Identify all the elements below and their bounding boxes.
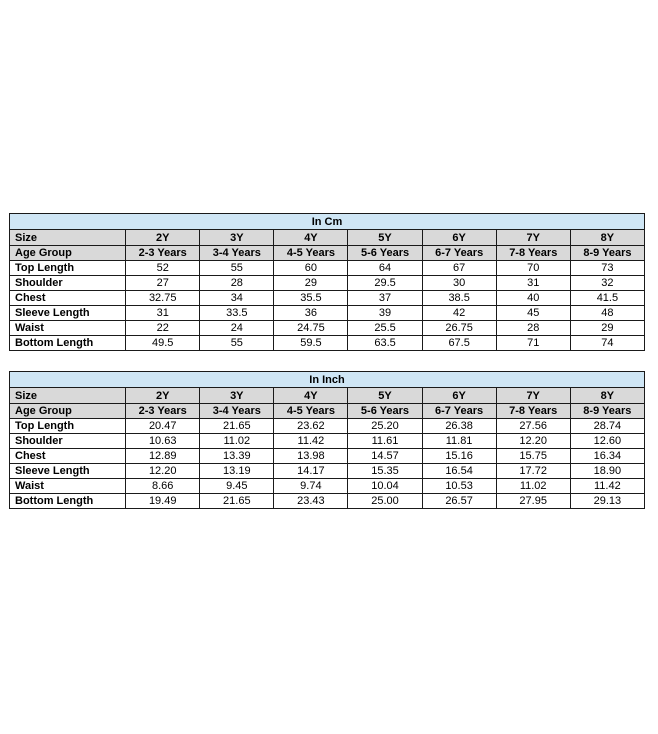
size-header-cell: 4Y — [274, 388, 348, 404]
measurement-value: 23.43 — [274, 494, 348, 509]
size-header-cell: 7Y — [496, 388, 570, 404]
measurement-value: 38.5 — [422, 291, 496, 306]
measurement-value: 15.35 — [348, 464, 422, 479]
table-row — [10, 276, 645, 291]
measurement-value: 22 — [126, 321, 200, 336]
measurement-value: 29.13 — [570, 494, 644, 509]
measurement-value: 29.5 — [348, 276, 422, 291]
size-header-cell: 5Y — [348, 230, 422, 246]
measurement-value: 12.89 — [126, 449, 200, 464]
measurement-value: 60 — [274, 261, 348, 276]
measurement-value: 17.72 — [496, 464, 570, 479]
measurement-label: Sleeve Length — [10, 464, 126, 479]
measurement-value: 25.5 — [348, 321, 422, 336]
measurement-value: 10.53 — [422, 479, 496, 494]
measurement-label: Sleeve Length — [10, 306, 126, 321]
table-title-row — [10, 214, 645, 230]
age-group-row — [10, 246, 645, 261]
measurement-value: 11.81 — [422, 434, 496, 449]
measurement-value: 26.57 — [422, 494, 496, 509]
table-row — [10, 291, 645, 306]
age-group-label: Age Group — [10, 246, 126, 261]
size-header-label: Size — [10, 230, 126, 246]
age-group-cell: 4-5 Years — [274, 404, 348, 419]
measurement-value: 8.66 — [126, 479, 200, 494]
size-header-cell: 5Y — [348, 388, 422, 404]
measurement-value: 16.34 — [570, 449, 644, 464]
table-row — [10, 336, 645, 351]
measurement-value: 29 — [274, 276, 348, 291]
size-header-cell: 4Y — [274, 230, 348, 246]
measurement-value: 35.5 — [274, 291, 348, 306]
size-header-cell: 2Y — [126, 388, 200, 404]
measurement-value: 48 — [570, 306, 644, 321]
measurement-value: 70 — [496, 261, 570, 276]
measurement-value: 29 — [570, 321, 644, 336]
measurement-value: 20.47 — [126, 419, 200, 434]
table-row — [10, 306, 645, 321]
age-group-cell: 4-5 Years — [274, 246, 348, 261]
size-header-cell: 2Y — [126, 230, 200, 246]
size-header-cell: 7Y — [496, 230, 570, 246]
measurement-label: Shoulder — [10, 276, 126, 291]
size-header-cell: 6Y — [422, 230, 496, 246]
measurement-value: 55 — [200, 336, 274, 351]
measurement-value: 74 — [570, 336, 644, 351]
measurement-value: 14.57 — [348, 449, 422, 464]
measurement-label: Chest — [10, 291, 126, 306]
table-row — [10, 321, 645, 336]
age-group-cell: 7-8 Years — [496, 404, 570, 419]
measurement-value: 31 — [496, 276, 570, 291]
size-header-label: Size — [10, 388, 126, 404]
size-chart-cm-table — [9, 213, 645, 351]
measurement-value: 10.63 — [126, 434, 200, 449]
measurement-value: 49.5 — [126, 336, 200, 351]
measurement-value: 45 — [496, 306, 570, 321]
measurement-label: Chest — [10, 449, 126, 464]
measurement-value: 18.90 — [570, 464, 644, 479]
measurement-value: 11.42 — [570, 479, 644, 494]
measurement-value: 14.17 — [274, 464, 348, 479]
measurement-label: Shoulder — [10, 434, 126, 449]
measurement-label: Bottom Length — [10, 336, 126, 351]
measurement-value: 27.95 — [496, 494, 570, 509]
measurement-value: 13.19 — [200, 464, 274, 479]
age-group-label: Age Group — [10, 404, 126, 419]
measurement-value: 42 — [422, 306, 496, 321]
measurement-value: 28 — [496, 321, 570, 336]
measurement-value: 40 — [496, 291, 570, 306]
measurement-label: Waist — [10, 321, 126, 336]
measurement-value: 11.42 — [274, 434, 348, 449]
measurement-value: 32 — [570, 276, 644, 291]
measurement-value: 41.5 — [570, 291, 644, 306]
table-row — [10, 261, 645, 276]
age-group-cell: 8-9 Years — [570, 404, 644, 419]
size-header-cell: 3Y — [200, 230, 274, 246]
age-group-cell: 6-7 Years — [422, 404, 496, 419]
measurement-value: 27 — [126, 276, 200, 291]
size-header-cell: 8Y — [570, 230, 644, 246]
measurement-value: 23.62 — [274, 419, 348, 434]
table-row — [10, 449, 645, 464]
table-row — [10, 434, 645, 449]
measurement-label: Bottom Length — [10, 494, 126, 509]
measurement-value: 16.54 — [422, 464, 496, 479]
measurement-value: 12.20 — [496, 434, 570, 449]
measurement-value: 11.61 — [348, 434, 422, 449]
measurement-value: 34 — [200, 291, 274, 306]
measurement-label: Top Length — [10, 261, 126, 276]
measurement-value: 9.74 — [274, 479, 348, 494]
table-title: In Cm — [10, 214, 645, 230]
table-row — [10, 419, 645, 434]
measurement-value: 11.02 — [496, 479, 570, 494]
measurement-label: Waist — [10, 479, 126, 494]
measurement-value: 28.74 — [570, 419, 644, 434]
age-group-cell: 7-8 Years — [496, 246, 570, 261]
measurement-value: 59.5 — [274, 336, 348, 351]
measurement-value: 36 — [274, 306, 348, 321]
measurement-value: 11.02 — [200, 434, 274, 449]
age-group-cell: 5-6 Years — [348, 246, 422, 261]
table-row — [10, 479, 645, 494]
measurement-label: Top Length — [10, 419, 126, 434]
measurement-value: 13.39 — [200, 449, 274, 464]
age-group-cell: 2-3 Years — [126, 404, 200, 419]
measurement-value: 26.38 — [422, 419, 496, 434]
size-chart-inch-table — [9, 371, 645, 509]
age-group-row — [10, 404, 645, 419]
size-header-row — [10, 230, 645, 246]
measurement-value: 15.75 — [496, 449, 570, 464]
measurement-value: 25.20 — [348, 419, 422, 434]
measurement-value: 21.65 — [200, 494, 274, 509]
measurement-value: 13.98 — [274, 449, 348, 464]
measurement-value: 63.5 — [348, 336, 422, 351]
measurement-value: 31 — [126, 306, 200, 321]
measurement-value: 28 — [200, 276, 274, 291]
measurement-value: 67.5 — [422, 336, 496, 351]
table-row — [10, 494, 645, 509]
measurement-value: 15.16 — [422, 449, 496, 464]
age-group-cell: 3-4 Years — [200, 246, 274, 261]
size-header-cell: 8Y — [570, 388, 644, 404]
measurement-value: 33.5 — [200, 306, 274, 321]
measurement-value: 39 — [348, 306, 422, 321]
measurement-value: 52 — [126, 261, 200, 276]
age-group-cell: 8-9 Years — [570, 246, 644, 261]
measurement-value: 37 — [348, 291, 422, 306]
table-title-row — [10, 372, 645, 388]
table-title: In Inch — [10, 372, 645, 388]
measurement-value: 32.75 — [126, 291, 200, 306]
measurement-value: 12.20 — [126, 464, 200, 479]
measurement-value: 24 — [200, 321, 274, 336]
size-header-row — [10, 388, 645, 404]
age-group-cell: 5-6 Years — [348, 404, 422, 419]
measurement-value: 71 — [496, 336, 570, 351]
measurement-value: 9.45 — [200, 479, 274, 494]
age-group-cell: 2-3 Years — [126, 246, 200, 261]
measurement-value: 27.56 — [496, 419, 570, 434]
measurement-value: 21.65 — [200, 419, 274, 434]
age-group-cell: 6-7 Years — [422, 246, 496, 261]
measurement-value: 24.75 — [274, 321, 348, 336]
table-row — [10, 464, 645, 479]
measurement-value: 25.00 — [348, 494, 422, 509]
age-group-cell: 3-4 Years — [200, 404, 274, 419]
size-header-cell: 3Y — [200, 388, 274, 404]
measurement-value: 26.75 — [422, 321, 496, 336]
measurement-value: 73 — [570, 261, 644, 276]
measurement-value: 10.04 — [348, 479, 422, 494]
measurement-value: 19.49 — [126, 494, 200, 509]
measurement-value: 67 — [422, 261, 496, 276]
measurement-value: 12.60 — [570, 434, 644, 449]
measurement-value: 30 — [422, 276, 496, 291]
size-header-cell: 6Y — [422, 388, 496, 404]
measurement-value: 55 — [200, 261, 274, 276]
measurement-value: 64 — [348, 261, 422, 276]
